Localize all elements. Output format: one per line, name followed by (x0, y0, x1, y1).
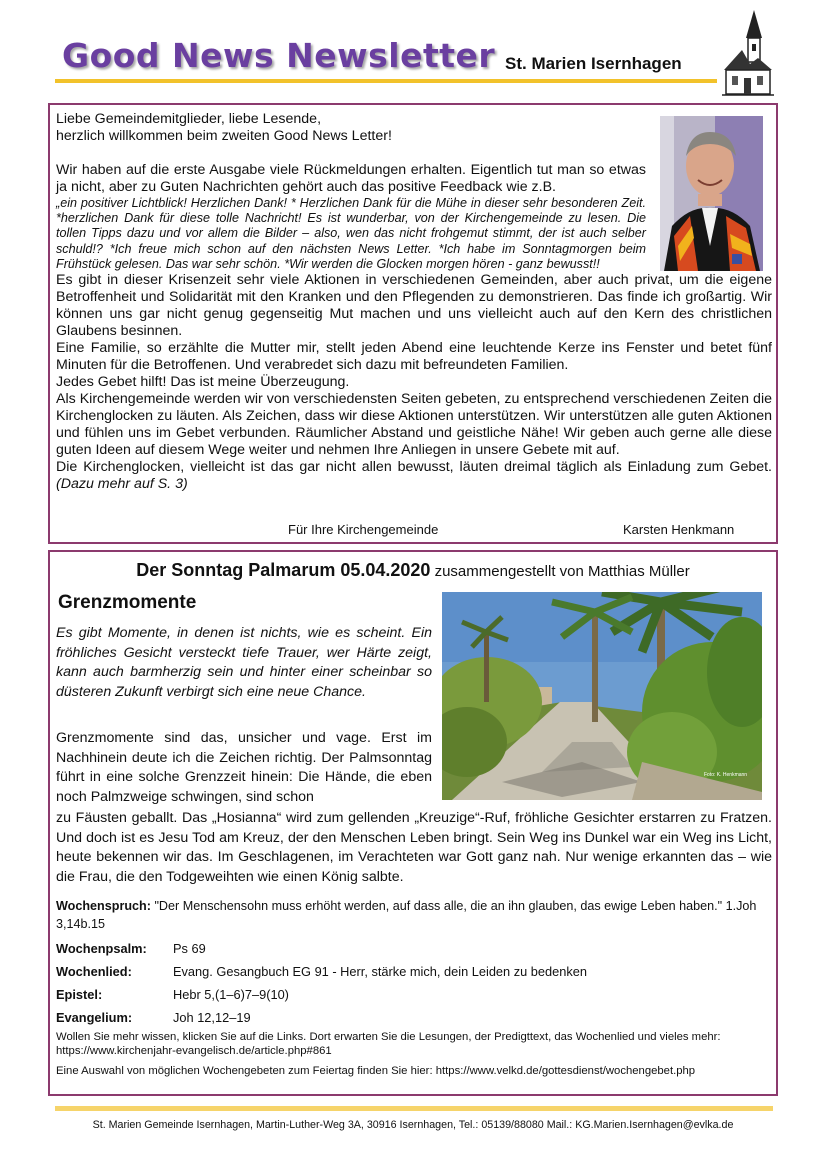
article-intro: Es gibt Momente, in denen ist nichts, wie es scheint. Ein fröhliches Gesicht versteckt tiefe Trauer, wer Härte zeigt, kann auch barmherzig sein und hinter einer scheinbar so düsteren Zukunft verbirgt sich eine neue Chance. (56, 625, 432, 701)
newsletter-title: Good News Newsletter (62, 36, 496, 75)
feedback-quotes: „ein positiver Lichtblick! Herzlichen Dank! * Herzlichen Dank für die Mühe in dieser sehr besonderen Zeit. *herzlichen Dank für diese tolle Nachricht! Es ist wunderbar, von der Kirchengemeinde zu lesen. Die tollen Tipps dazu und vor allem die Bilder – also, wen das nicht frohgemut stimmt, der ist auch selber schuld!? *Ich freue mich schon auf den nächsten News Letter. *Ich habe im Sonntagmorgen beim Frühstück gelesen. Das war sehr schön. *Wir werden die Glocken morgen hören - ganz bewusst!! (56, 196, 646, 271)
reading-value: Hebr 5,(1–6)7–9(10) (173, 987, 289, 1002)
palmarum-compiled-by: zusammengestellt von Matthias Müller (434, 563, 690, 580)
welcome-letter (48, 103, 778, 544)
palmarum-heading (50, 560, 776, 581)
church-icon (720, 8, 774, 98)
prayers-link[interactable]: Eine Auswahl von möglichen Wochengebeten zum Feiertag finden Sie hier: https://www.velkd.de/gottesdienst/wochengebet.php (56, 1065, 696, 1077)
title-rule (55, 79, 717, 83)
bells-daily-text: Die Kirchenglocken, vielleicht ist das gar nicht allen bewusst, läuten dreimal täglich als Einladung zum Gebet. (56, 459, 772, 476)
reading-value: Ps 69 (173, 941, 206, 956)
feedback-intro: Wir haben auf die erste Ausgabe viele Rückmeldungen erhalten. Eigentlich tut man so etwas ja nicht, aber zu Guten Nachrichten gehört auch das positive Feedback wie z.B. (56, 162, 646, 195)
paragraph-prayer: Jedes Gebet hilft! Das ist meine Überzeugung. (56, 374, 350, 391)
wochenspruch (56, 897, 768, 933)
salutation: Liebe Gemeindemitglieder, liebe Lesende, (56, 111, 322, 127)
paragraph-family: Eine Familie, so erzählte die Mutter mir, stellt jeden Abend eine leuchtende Kerze ins Fenster und betet fünf Minuten für die Betroffenen. Und verabredet sich dazu mit befreundeten Familien. (56, 340, 772, 374)
masthead (0, 0, 826, 100)
wochenspruch-text: "Der Menschensohn muss erhöht werden, auf dass alle, die an ihn glauben, das ewige Leben haben." 1.Joh 3,14b.15 (56, 899, 757, 931)
reading-value: Evang. Gesangbuch EG 91 - Herr, stärke mich, dein Leiden zu bedenken (173, 964, 588, 979)
paragraph-bells-daily (56, 459, 772, 493)
reading-label: Wochenpsalm: (56, 941, 147, 956)
author-name: Karsten Henkmann (623, 522, 735, 537)
footer-rule (55, 1106, 773, 1111)
wochenspruch-label: Wochenspruch: (56, 899, 151, 913)
paragraph-crisis: Es gibt in dieser Krisenzeit sehr viele Aktionen in verschiedenen Gemeinden, aber auch privat, um die eigene Betroffenheit und Solidarität mit den Kranken und den Pflegenden zu demonstrieren. Das finde ich großartig. Wir können uns gar nicht genug gegenseitig Mut machen und uns vielleicht auch auf den Kern des christlichen Glaubens besinnen. (56, 272, 772, 340)
reading-label: Evangelium: (56, 1010, 133, 1025)
article-body-part2: zu Fäusten geballt. Das „Hosianna“ wird zum gellenden „Kreuzige“-Ruf, fröhliche Gesichter erstarren zu Fratzen. Und doch ist es Jesu Tod am Kreuz, der den Menschen Leben bringt. Sein Weg ins Dunkel war ein Weg ins Licht, heute bekennen wir das. Im Geschlagenen, im Verachteten war Gott ganz nah. Nur wenige erkannten das – wie die Frau, die den Todgeweihten wie einen König salbte. (56, 810, 772, 886)
article-body-part1: Grenzmomente sind das, unsicher und vage. Erst im Nachhinein deute ich die Zeichen richtig. Der Palmsonntag führt in eine solche Grenzzeit hinein: Die Hände, die eben noch Palmzweige schwingen, sind schon (56, 730, 432, 806)
sign-off: Für Ihre Kirchengemeinde (288, 522, 439, 537)
reading-value: Joh 12,12–19 (173, 1010, 251, 1025)
paragraph-bells-request: Als Kirchengemeinde werden wir von verschiedensten Seiten gebeten, zu entsprechend verschiedenen Zeiten die Kirchenglocken zu läuten. Als Zeichen, dass wir diese Aktionen unterstützen. Wir unterstützen alle guten Aktionen und fühlen uns im Gebet verbunden. Räumlicher Abstand und geistliche Nähe! Wir geben auch gerne alle diese guten Ideen auf diesem Wege weiter und nehmen Ihre Anliegen in unsere Gebete mit auf. (56, 391, 772, 459)
parish-name: St. Marien Isernhagen (505, 54, 682, 73)
palm-path-photo (442, 592, 762, 800)
palmarum-title: Der Sonntag Palmarum 05.04.2020 (136, 560, 431, 580)
reading-label: Wochenlied: (56, 964, 132, 979)
reading-label: Epistel: (56, 987, 103, 1002)
bells-note: (Dazu mehr auf S. 3) (56, 476, 188, 493)
more-info-link[interactable]: Wollen Sie mehr wissen, klicken Sie auf die Links. Dort erwarten Sie die Lesungen, der Predigttext, das Wochenlied und vieles mehr: https://www.kirchenjahr-evangelisch.de/article.php#861 (56, 1031, 721, 1057)
article-subheading: Grenzmomente (58, 592, 197, 613)
footer-address: St. Marien Gemeinde Isernhagen, Martin-Luther-Weg 3A, 30916 Isernhagen, Tel.: 05139/88080 Mail.: KG.Marien.Isernhagen@evlka.de (92, 1119, 734, 1131)
welcome-line: herzlich willkommen beim zweiten Good News Letter! (56, 128, 392, 144)
palmarum-section (48, 550, 778, 1096)
pastor-portrait (660, 116, 763, 271)
photo-credit: Foto: K. Henkmann (704, 772, 748, 778)
